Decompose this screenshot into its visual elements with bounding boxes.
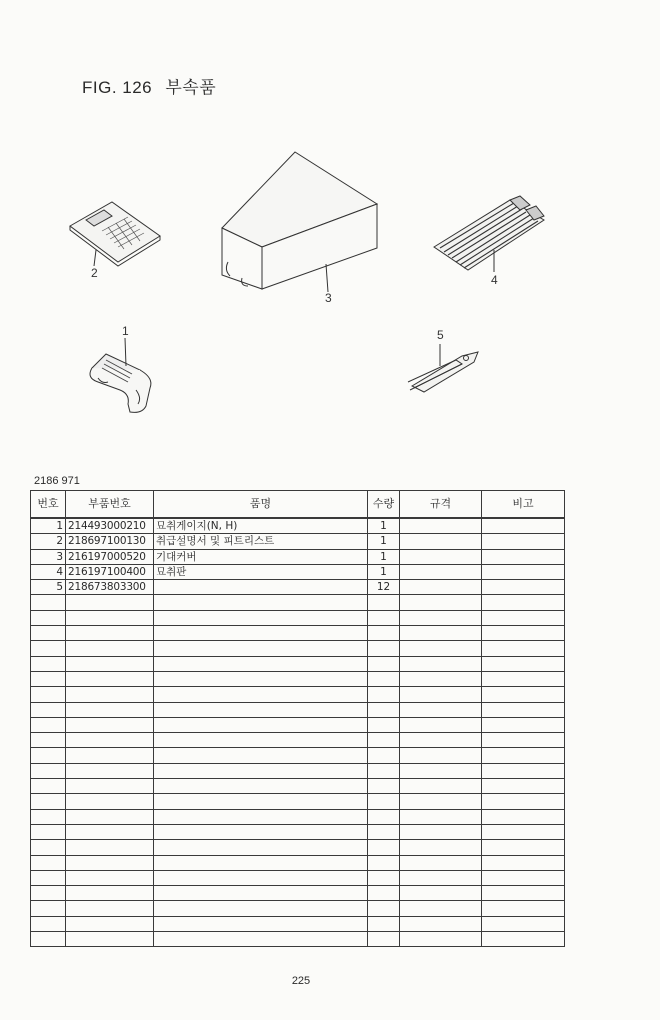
empty-cell bbox=[400, 595, 482, 610]
empty-cell bbox=[154, 855, 368, 870]
page-number: 225 bbox=[291, 975, 311, 987]
empty-cell bbox=[154, 763, 368, 778]
cell-no: 4 bbox=[31, 564, 66, 579]
cell-note bbox=[482, 518, 565, 534]
empty-cell bbox=[482, 886, 565, 901]
cell-name: 묘취판 bbox=[154, 564, 368, 579]
header-qty: 수량 bbox=[368, 491, 400, 519]
empty-cell bbox=[154, 733, 368, 748]
empty-cell bbox=[482, 733, 565, 748]
callout-4: 4 bbox=[491, 273, 498, 287]
empty-cell bbox=[368, 763, 400, 778]
empty-cell bbox=[400, 717, 482, 732]
empty-cell bbox=[31, 671, 66, 686]
empty-cell bbox=[66, 870, 154, 885]
cell-spec bbox=[400, 549, 482, 564]
empty-cell bbox=[154, 671, 368, 686]
empty-table-row bbox=[31, 855, 565, 870]
figure-caption: 부속품 bbox=[165, 78, 217, 97]
empty-table-row bbox=[31, 916, 565, 931]
empty-cell bbox=[31, 687, 66, 702]
empty-cell bbox=[400, 779, 482, 794]
empty-table-row bbox=[31, 626, 565, 641]
empty-cell bbox=[31, 855, 66, 870]
empty-table-row bbox=[31, 901, 565, 916]
table-row bbox=[31, 518, 565, 534]
header-name: 품명 bbox=[154, 491, 368, 519]
empty-cell bbox=[31, 717, 66, 732]
empty-cell bbox=[482, 840, 565, 855]
header-spec: 규격 bbox=[400, 491, 482, 519]
empty-cell bbox=[400, 671, 482, 686]
empty-cell bbox=[400, 901, 482, 916]
empty-cell bbox=[154, 626, 368, 641]
empty-cell bbox=[368, 932, 400, 947]
empty-cell bbox=[31, 626, 66, 641]
empty-cell bbox=[368, 809, 400, 824]
empty-cell bbox=[368, 916, 400, 931]
cell-note bbox=[482, 549, 565, 564]
empty-cell bbox=[31, 656, 66, 671]
table-row bbox=[31, 534, 565, 549]
empty-cell bbox=[400, 794, 482, 809]
empty-cell bbox=[31, 870, 66, 885]
empty-cell bbox=[66, 763, 154, 778]
empty-cell bbox=[31, 610, 66, 625]
empty-cell bbox=[368, 779, 400, 794]
empty-table-row bbox=[31, 840, 565, 855]
empty-cell bbox=[154, 840, 368, 855]
empty-cell bbox=[482, 932, 565, 947]
empty-cell bbox=[31, 595, 66, 610]
empty-cell bbox=[66, 610, 154, 625]
empty-cell bbox=[154, 610, 368, 625]
empty-cell bbox=[368, 702, 400, 717]
empty-cell bbox=[368, 610, 400, 625]
empty-cell bbox=[368, 855, 400, 870]
empty-cell bbox=[66, 687, 154, 702]
empty-cell bbox=[154, 595, 368, 610]
document-code: 2186 971 bbox=[34, 475, 80, 487]
empty-cell bbox=[31, 886, 66, 901]
empty-cell bbox=[368, 641, 400, 656]
empty-cell bbox=[154, 641, 368, 656]
empty-cell bbox=[482, 748, 565, 763]
tray-drawing bbox=[434, 196, 544, 272]
empty-table-row bbox=[31, 809, 565, 824]
empty-cell bbox=[482, 763, 565, 778]
empty-cell bbox=[368, 717, 400, 732]
cell-spec bbox=[400, 534, 482, 549]
table-header-row bbox=[31, 491, 565, 519]
callout-5: 5 bbox=[437, 328, 444, 342]
cell-name: 묘취게이지(N, H) bbox=[154, 518, 368, 534]
cell-name: 취급설명서 및 피트리스트 bbox=[154, 534, 368, 549]
cell-spec bbox=[400, 580, 482, 595]
empty-cell bbox=[400, 840, 482, 855]
empty-cell bbox=[400, 687, 482, 702]
empty-cell bbox=[66, 641, 154, 656]
empty-cell bbox=[31, 779, 66, 794]
cell-qty: 12 bbox=[368, 580, 400, 595]
empty-cell bbox=[66, 717, 154, 732]
empty-cell bbox=[154, 779, 368, 794]
header-no: 번호 bbox=[31, 491, 66, 519]
tool-drawing bbox=[408, 344, 478, 392]
cell-qty: 1 bbox=[368, 534, 400, 549]
empty-cell bbox=[400, 763, 482, 778]
cell-no: 2 bbox=[31, 534, 66, 549]
empty-cell bbox=[400, 748, 482, 763]
empty-cell bbox=[400, 656, 482, 671]
empty-table-row bbox=[31, 794, 565, 809]
cell-spec bbox=[400, 564, 482, 579]
empty-cell bbox=[31, 901, 66, 916]
empty-cell bbox=[482, 702, 565, 717]
empty-cell bbox=[66, 702, 154, 717]
empty-cell bbox=[31, 932, 66, 947]
empty-cell bbox=[66, 855, 154, 870]
empty-cell bbox=[368, 671, 400, 686]
empty-table-row bbox=[31, 870, 565, 885]
empty-cell bbox=[31, 824, 66, 839]
empty-cell bbox=[154, 901, 368, 916]
empty-cell bbox=[31, 840, 66, 855]
empty-cell bbox=[482, 626, 565, 641]
gauge-drawing bbox=[90, 338, 151, 412]
empty-table-row bbox=[31, 717, 565, 732]
empty-cell bbox=[66, 779, 154, 794]
empty-cell bbox=[31, 702, 66, 717]
empty-cell bbox=[66, 733, 154, 748]
empty-table-row bbox=[31, 702, 565, 717]
header-part-no: 부품번호 bbox=[66, 491, 154, 519]
empty-cell bbox=[31, 794, 66, 809]
empty-cell bbox=[400, 733, 482, 748]
empty-table-row bbox=[31, 687, 565, 702]
parts-table-body bbox=[31, 518, 565, 947]
cell-spec bbox=[400, 518, 482, 534]
empty-table-row bbox=[31, 748, 565, 763]
empty-cell bbox=[66, 671, 154, 686]
empty-cell bbox=[482, 916, 565, 931]
cell-note bbox=[482, 534, 565, 549]
empty-cell bbox=[66, 901, 154, 916]
empty-cell bbox=[368, 595, 400, 610]
empty-cell bbox=[31, 733, 66, 748]
empty-cell bbox=[154, 702, 368, 717]
empty-table-row bbox=[31, 932, 565, 947]
empty-cell bbox=[368, 656, 400, 671]
empty-cell bbox=[154, 824, 368, 839]
empty-table-row bbox=[31, 671, 565, 686]
cell-name bbox=[154, 580, 368, 595]
empty-table-row bbox=[31, 733, 565, 748]
empty-cell bbox=[400, 870, 482, 885]
empty-cell bbox=[400, 855, 482, 870]
empty-cell bbox=[400, 641, 482, 656]
empty-cell bbox=[400, 809, 482, 824]
empty-cell bbox=[400, 824, 482, 839]
empty-cell bbox=[154, 717, 368, 732]
cell-qty: 1 bbox=[368, 564, 400, 579]
empty-cell bbox=[154, 870, 368, 885]
empty-cell bbox=[368, 840, 400, 855]
empty-cell bbox=[66, 824, 154, 839]
empty-cell bbox=[66, 932, 154, 947]
empty-cell bbox=[482, 779, 565, 794]
cell-part-no: 216197000520 bbox=[66, 549, 154, 564]
empty-cell bbox=[154, 809, 368, 824]
empty-cell bbox=[368, 824, 400, 839]
empty-cell bbox=[482, 794, 565, 809]
empty-cell bbox=[31, 641, 66, 656]
parts-illustration bbox=[0, 0, 660, 470]
cell-note bbox=[482, 564, 565, 579]
empty-cell bbox=[368, 794, 400, 809]
empty-table-row bbox=[31, 641, 565, 656]
empty-cell bbox=[31, 763, 66, 778]
header-note: 비고 bbox=[482, 491, 565, 519]
empty-cell bbox=[400, 916, 482, 931]
empty-table-row bbox=[31, 779, 565, 794]
empty-cell bbox=[482, 610, 565, 625]
empty-table-row bbox=[31, 656, 565, 671]
cell-no: 1 bbox=[31, 518, 66, 534]
empty-cell bbox=[31, 748, 66, 763]
figure-number: FIG. 126 bbox=[82, 78, 153, 97]
cell-no: 5 bbox=[31, 580, 66, 595]
empty-cell bbox=[368, 901, 400, 916]
table-row bbox=[31, 564, 565, 579]
cell-note bbox=[482, 580, 565, 595]
empty-cell bbox=[400, 702, 482, 717]
table-row bbox=[31, 549, 565, 564]
empty-cell bbox=[154, 886, 368, 901]
table-cover-drawing bbox=[222, 152, 377, 292]
empty-cell bbox=[66, 809, 154, 824]
empty-cell bbox=[482, 656, 565, 671]
empty-cell bbox=[154, 916, 368, 931]
cell-part-no: 214493000210 bbox=[66, 518, 154, 534]
empty-cell bbox=[66, 748, 154, 763]
empty-cell bbox=[31, 916, 66, 931]
cell-name: 기대커버 bbox=[154, 549, 368, 564]
empty-cell bbox=[154, 656, 368, 671]
empty-cell bbox=[482, 901, 565, 916]
empty-cell bbox=[154, 687, 368, 702]
empty-table-row bbox=[31, 763, 565, 778]
empty-cell bbox=[66, 794, 154, 809]
empty-cell bbox=[66, 916, 154, 931]
empty-cell bbox=[368, 733, 400, 748]
empty-cell bbox=[482, 671, 565, 686]
empty-cell bbox=[368, 748, 400, 763]
empty-cell bbox=[482, 809, 565, 824]
empty-cell bbox=[368, 886, 400, 901]
empty-cell bbox=[400, 932, 482, 947]
empty-cell bbox=[400, 626, 482, 641]
empty-cell bbox=[66, 626, 154, 641]
empty-cell bbox=[66, 840, 154, 855]
empty-cell bbox=[482, 687, 565, 702]
manual-drawing bbox=[70, 202, 160, 266]
empty-cell bbox=[482, 870, 565, 885]
empty-cell bbox=[482, 641, 565, 656]
empty-cell bbox=[400, 610, 482, 625]
empty-cell bbox=[66, 886, 154, 901]
cell-qty: 1 bbox=[368, 518, 400, 534]
callout-1: 1 bbox=[122, 324, 129, 338]
cell-part-no: 218673803300 bbox=[66, 580, 154, 595]
callout-2: 2 bbox=[91, 266, 98, 280]
empty-cell bbox=[482, 595, 565, 610]
empty-cell bbox=[482, 717, 565, 732]
cell-no: 3 bbox=[31, 549, 66, 564]
parts-table bbox=[30, 490, 565, 947]
empty-cell bbox=[154, 748, 368, 763]
empty-cell bbox=[482, 855, 565, 870]
empty-cell bbox=[66, 595, 154, 610]
empty-table-row bbox=[31, 886, 565, 901]
empty-table-row bbox=[31, 595, 565, 610]
empty-cell bbox=[482, 824, 565, 839]
empty-cell bbox=[400, 886, 482, 901]
empty-cell bbox=[154, 932, 368, 947]
cell-part-no: 216197100400 bbox=[66, 564, 154, 579]
callout-3: 3 bbox=[325, 291, 332, 305]
empty-cell bbox=[368, 870, 400, 885]
cell-qty: 1 bbox=[368, 549, 400, 564]
table-row bbox=[31, 580, 565, 595]
empty-cell bbox=[154, 794, 368, 809]
cell-part-no: 218697100130 bbox=[66, 534, 154, 549]
empty-table-row bbox=[31, 610, 565, 625]
empty-table-row bbox=[31, 824, 565, 839]
empty-cell bbox=[31, 809, 66, 824]
empty-cell bbox=[368, 626, 400, 641]
empty-cell bbox=[66, 656, 154, 671]
empty-cell bbox=[368, 687, 400, 702]
